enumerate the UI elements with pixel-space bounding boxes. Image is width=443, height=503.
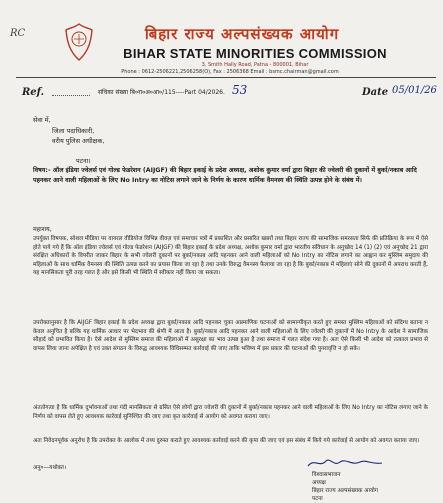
subject-line: विषय:- ऑल इंडिया ज्वेलर्स एवं गोल्ड फेडरेशन (AIJGF) की बिहार इकाई के प्रदेश अध्यक्ष, अशोक कुमार वर्मा द्वारा बिहार की ज्वेलरी की दुकानों में बुर्का/नकाब आदि पहनकर आने वाली महिलाओं के लिए No Intry का नोटिस लगाने जाने के निर्णय के कारण धार्मिक वैमनस्य की स्थिति उत्पन्न होने के संबंध में। [33, 167, 417, 184]
ref-label: Ref. [22, 87, 45, 98]
signature-line: अध्यक्ष [312, 480, 326, 486]
body-paragraph: अतः निवेदनपूर्वक अनुरोध है कि उपरोक्त के आलोक में तथ्य दुरुस्त कराते हुए आवश्यक कार्रवाई करने की कृपा की जाए एवं इस संबंध में किये गये कार्रवाई से आयोग को अवगत कराया जाए। [33, 438, 420, 444]
signature-line: विश्वासभाजन [312, 472, 341, 478]
signature-line: पटना [312, 496, 323, 502]
letter-number: संचिका संख्या बि०रा०अ०आ०/115----Part 04/2026. [98, 89, 225, 96]
date-label: Date [362, 87, 389, 98]
body-paragraph: अंततोगत्वा है कि धार्मिक दुर्भावनाओं तथा गंदी मानसिकता से ग्रसित ऐसे लोगों द्वारा ज्वेलरी की दुकानों में बुर्का/नकाब पहनकर आने वाली महिलाओं के लिए No Intry का नोटिस लगाए जाने के निर्णय को वापस लेते हुए आवश्यक कार्रवाई सुनिश्चित की जाए तथा कृत कार्रवाई से आयोग को अवगत कराया जाए। [33, 405, 428, 420]
letterhead-contact: Phone : 0612-2506221,2506258(O), Fax : 2506368 Email : bsmc.chairman@gmail.com [121, 69, 339, 75]
letterhead-title-hindi: बिहार राज्य अल्पसंख्यक आयोग [144, 25, 340, 43]
letterhead-title-english: BIHAR STATE MINORITIES COMMISSION [123, 46, 387, 61]
letterhead-divider [16, 77, 436, 78]
date-handwritten: 05/01/26 [392, 85, 437, 96]
addressee-line: जिला पदाधिकारी, [52, 127, 95, 135]
letter-number-handwritten: 53 [232, 83, 248, 97]
body-paragraph: उपरोक्तानुसार है कि AIJGF बिहार इकाई के प्रदेश अध्यक्ष द्वारा बुर्का/नकाब आदि पहनकर चुका अप्रमाणिक घटनाओं को सामान्यीकृत करते हुए समस्त मुस्लिम महिलाओं को संदिग्ध बताना न केवल अनुचित है बल्कि यह धार्मिक आधार पर भेदभाव की श्रेणी में आता है। बुर्का/नकाब आदि पहनकर आने वाली महिलाओं के लिए ज्वेलरी की दुकानों में No Intry के आदेश ने सामाजिक सौहार्द को प्रभावित किया है। ऐसे आदेश से मुस्लिम समाज की महिलाओं में असुरक्षा का भाव उत्पन्न हुआ है तथा समाज में गलत संदेश गया है। अतः ऐसे किसी भी आदेश को तत्काल प्रभाव से वापस लिया जाना अपेक्षित है एवं उक्त संगठन के विरुद्ध आवश्यक विधिसम्मत कार्रवाई की जाए ताकि भविष्य में इस प्रकार की घटनाओं की पुनरावृत्ति न हो सके। [33, 320, 428, 352]
addressee-city: पटना। [76, 157, 91, 165]
addressee-prefix: सेवा में, [33, 116, 51, 124]
addressee-line: वरीय पुलिस अधीक्षक, [52, 137, 105, 145]
ref-dotted-line [52, 95, 90, 96]
signature-line: बिहार राज्य अल्पसंख्यक आयोग [312, 488, 378, 494]
reference-row [22, 83, 442, 101]
signature [300, 456, 420, 470]
handwritten-mark: RC [10, 28, 26, 39]
enclosure-note: अनु०—यथोक्त। [33, 465, 66, 471]
letterhead-address: 3, Smith Hally Road, Patna - 800001, Bihar [201, 62, 309, 68]
addressee-lines [52, 126, 104, 146]
signature-block [312, 471, 378, 503]
salutation: महाशय, [33, 226, 52, 233]
body-paragraph: उपर्युक्त विषयक, सोशल मीडिया पर वायरल वीडियोज विभिन्न वीवज़ एवं समाचार पत्रों में प्रकाशित और प्रसारित खबरों तथा बिहार राज्य की सामाजिक समरसता सिर्फ की प्रतिक्रिया के रूप में ऐसे होते पाये गये हैं कि ऑल इंडिया ज्वेलर्स एवं गोल्ड फेडरेशन (AIJGF) की बिहार इकाई के प्रदेश अध्यक्ष, अशोक कुमार वर्मा द्वारा भारतीय संविधान के अनुच्छेद 14 (1) (2) एवं अनुच्छेद 21 द्वारा संरक्षित अधिकारों के विपरीत जाकर बिहार के सभी ज्वेलरी दुकानों पर बुर्का/नकाब आदि पहनकर आने वाली महिलाओं को No Intry का नोटिस लगाने का आह्वान कर मुस्लिम समुदाय की महिलाओं के साथ धार्मिक वैमनस्य की स्थिति उत्पन्न करने का प्रयास किया जा रहा है तथा उनके विरुद्ध वैमनस्य फैलाया जा रहा है कि बुर्का/नकाब में महिलाएं सोने की दुकानों में अपराध करती हैं, यह मानसिकता पूरी तरह गलत है और इसे किसी भी स्थिति में स्वीकार नहीं किया जा सकता। [33, 236, 428, 277]
